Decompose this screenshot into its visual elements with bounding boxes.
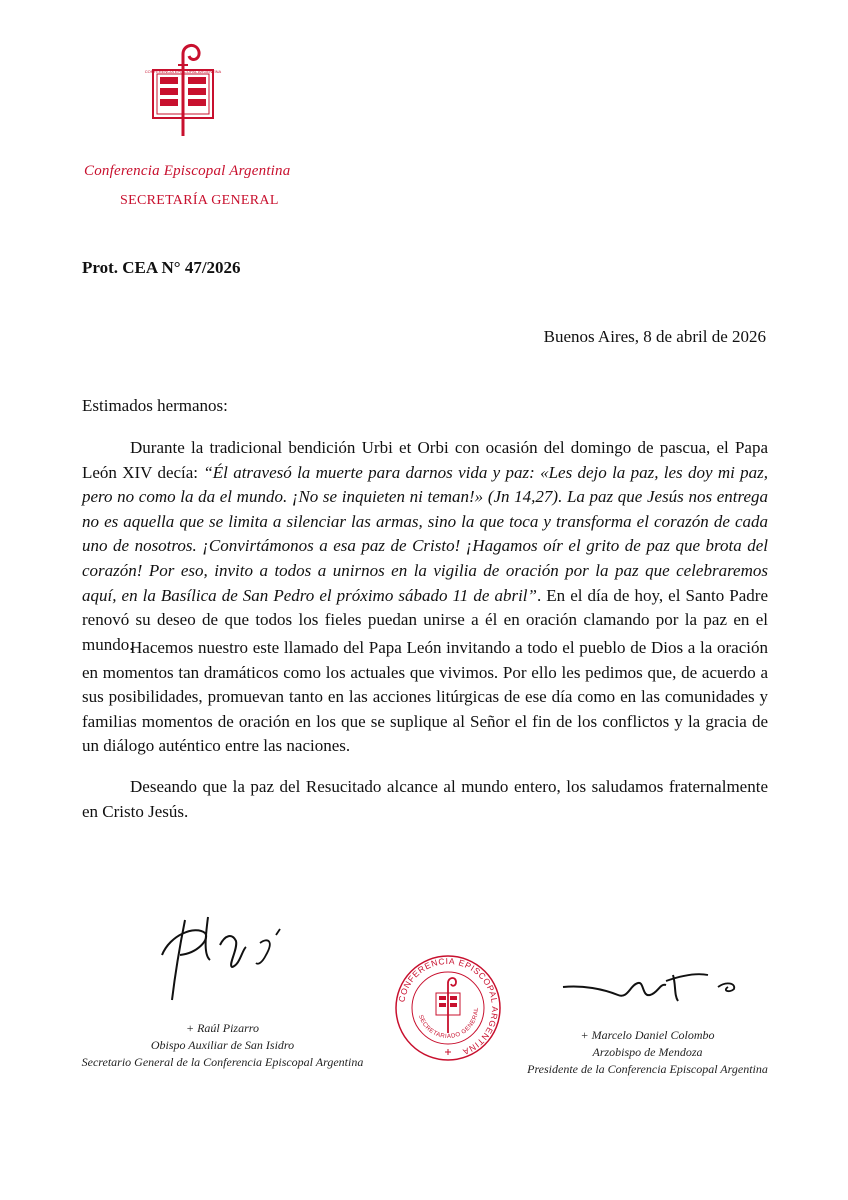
left-signatory-title: Secretario General de la Conferencia Episcopal Argentina: [81, 1055, 364, 1069]
right-signatory: [525, 1027, 770, 1078]
left-signatory: [80, 1020, 365, 1071]
svg-text:CONFERENCIA EPISCOPAL ARGENTIN: CONFERENCIA EPISCOPAL ARGENTINA: [144, 69, 222, 74]
svg-text:CONFERENCIA EPISCOPAL ARGENTIN: CONFERENCIA EPISCOPAL ARGENTINA: [396, 955, 501, 1058]
left-signatory-role: Obispo Auxiliar de San Isidro: [150, 1038, 295, 1052]
protocol-number: Prot. CEA N° 47/2026: [82, 258, 241, 277]
paragraph-2-text: Hacemos nuestro este llamado del Papa León invitando a todo el pueblo de Dios a la oración en momentos tan dramáticos como los actuales que vivimos. Por ello les pedimos que, de acuerdo a sus posibilidades, promuevan tanto en las acciones litúrgicas de ese día como en las comunidades y familias momentos de oración en los que se suplique al Señor el fin de los conflictos y la gracia de un diálogo auténtico entre las naciones.: [82, 638, 768, 756]
left-signatory-name: + Raúl Pizarro: [186, 1021, 259, 1035]
svg-text:SECRETARIADO GENERAL: SECRETARIADO GENERAL: [416, 1006, 481, 1041]
papal-quote: “Él atravesó la muerte para darnos vida y paz: «Les dejo la paz, les doy mi paz, pero no como la da el mundo. ¡No se inquieten ni teman!» (Jn 14,27). La paz que Jesús nos entrega no es aquella que se limita a silenciar las armas, sino la que toca y transforma el corazón de cada uno de nosotros. ¡Convirtámonos a esa paz de Cristo! ¡Hagamos oír el grito de paz que brota del corazón! Por eso, invito a todos a unirnos en la vigilia de oración por la paz que celebraremos aquí, en la Basílica de San Pedro el próximo sábado 11 de abril”: [82, 462, 768, 605]
place-date: Buenos Aires, 8 de abril de 2026: [543, 327, 766, 346]
paragraph-2: [82, 636, 768, 759]
paragraph-1-lead: Durante la tradicional bendición Urbi et Orbi con ocasión del domingo de pascua, el Papa León XIV decía:: [82, 438, 768, 482]
organization-name: Conferencia Episcopal Argentina: [84, 163, 291, 179]
paragraph-3: [82, 775, 768, 824]
paragraph-1: [82, 436, 768, 657]
right-signatory-name: + Marcelo Daniel Colombo: [580, 1028, 715, 1042]
paragraph-1-tail: . En el día de hoy, el Santo Padre renovó su deseo de que todos los fieles puedan unirse a él en oración clamando por la paz en el mundo.: [82, 585, 768, 654]
right-signature-icon: [558, 965, 748, 1010]
paragraph-3-text: Deseando que la paz del Resucitado alcance al mundo entero, los saludamos fraternalmente en Cristo Jesús.: [82, 777, 768, 821]
department-name: SECRETARÍA GENERAL: [120, 193, 279, 208]
right-signatory-title: Presidente de la Conferencia Episcopal Argentina: [527, 1062, 768, 1076]
right-signatory-role: Arzobispo de Mendoza: [592, 1045, 703, 1059]
salutation: Estimados hermanos:: [82, 396, 228, 415]
left-signature-icon: [150, 905, 300, 1005]
episcopal-seal-icon: [393, 953, 503, 1063]
cea-logo-icon: [143, 40, 223, 140]
